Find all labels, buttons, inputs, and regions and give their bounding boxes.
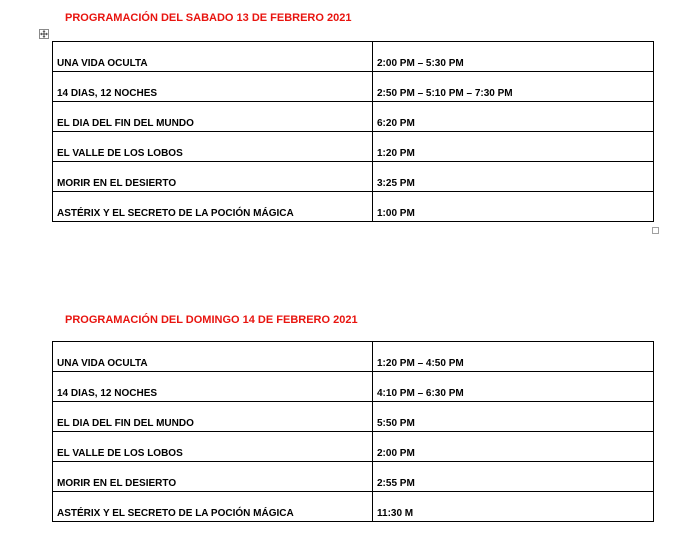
- showtimes: 4:10 PM – 6:30 PM: [377, 388, 464, 399]
- times-cell[interactable]: [373, 42, 654, 72]
- table-row: [53, 462, 654, 492]
- movie-title: EL VALLE DE LOS LOBOS: [57, 448, 183, 459]
- saturday-schedule-title: PROGRAMACIÓN DEL SABADO 13 DE FEBRERO 2021: [65, 12, 352, 24]
- movie-cell[interactable]: [53, 372, 373, 402]
- sunday-schedule-table: [52, 341, 654, 522]
- times-cell[interactable]: [373, 102, 654, 132]
- table-row: [53, 372, 654, 402]
- table-row: [53, 342, 654, 372]
- times-cell[interactable]: [373, 462, 654, 492]
- times-cell[interactable]: [373, 492, 654, 522]
- sunday-schedule-title: PROGRAMACIÓN DEL DOMINGO 14 DE FEBRERO 2021: [65, 314, 358, 326]
- table-row: [53, 162, 654, 192]
- showtimes: 1:20 PM: [377, 148, 415, 159]
- table-row: [53, 432, 654, 462]
- times-cell[interactable]: [373, 372, 654, 402]
- showtimes: 1:20 PM – 4:50 PM: [377, 358, 464, 369]
- movie-cell[interactable]: [53, 132, 373, 162]
- resize-square-icon[interactable]: [652, 227, 659, 234]
- table-row: [53, 402, 654, 432]
- table-row: [53, 42, 654, 72]
- movie-cell[interactable]: [53, 42, 373, 72]
- table-row: [53, 492, 654, 522]
- saturday-schedule-table: [52, 41, 654, 222]
- times-cell[interactable]: [373, 162, 654, 192]
- movie-cell[interactable]: [53, 102, 373, 132]
- movie-title: 14 DIAS, 12 NOCHES: [57, 388, 158, 399]
- table-row: [53, 192, 654, 222]
- showtimes: 2:00 PM – 5:30 PM: [377, 58, 464, 69]
- showtimes: 5:50 PM: [377, 418, 415, 429]
- movie-cell[interactable]: [53, 342, 373, 372]
- movie-title: EL DIA DEL FIN DEL MUNDO: [57, 418, 194, 429]
- movie-cell[interactable]: [53, 72, 373, 102]
- movie-title: EL DIA DEL FIN DEL MUNDO: [57, 118, 194, 129]
- movie-cell[interactable]: [53, 162, 373, 192]
- movie-cell[interactable]: [53, 192, 373, 222]
- showtimes: 2:55 PM: [377, 478, 415, 489]
- table-row: [53, 72, 654, 102]
- showtimes: 6:20 PM: [377, 118, 415, 129]
- times-cell[interactable]: [373, 342, 654, 372]
- table-row: [53, 132, 654, 162]
- table-row: [53, 102, 654, 132]
- movie-title: MORIR EN EL DESIERTO: [57, 178, 177, 189]
- showtimes: 11:30 M: [377, 508, 414, 519]
- showtimes: 2:50 PM – 5:10 PM – 7:30 PM: [377, 88, 513, 99]
- movie-title: EL VALLE DE LOS LOBOS: [57, 148, 183, 159]
- movie-cell[interactable]: [53, 432, 373, 462]
- times-cell[interactable]: [373, 72, 654, 102]
- movie-cell[interactable]: [53, 402, 373, 432]
- times-cell[interactable]: [373, 402, 654, 432]
- showtimes: 2:00 PM: [377, 448, 415, 459]
- movie-title: UNA VIDA OCULTA: [57, 58, 148, 69]
- movie-cell[interactable]: [53, 492, 373, 522]
- movie-cell[interactable]: [53, 462, 373, 492]
- movie-title: MORIR EN EL DESIERTO: [57, 478, 177, 489]
- times-cell[interactable]: [373, 192, 654, 222]
- movie-title: 14 DIAS, 12 NOCHES: [57, 88, 158, 99]
- movie-title: ASTÉRIX Y EL SECRETO DE LA POCIÓN MÁGICA: [57, 208, 294, 219]
- times-cell[interactable]: [373, 432, 654, 462]
- move-arrows-icon[interactable]: [39, 29, 49, 39]
- showtimes: 3:25 PM: [377, 178, 415, 189]
- movie-title: ASTÉRIX Y EL SECRETO DE LA POCIÓN MÁGICA: [57, 508, 294, 519]
- showtimes: 1:00 PM: [377, 208, 415, 219]
- movie-title: UNA VIDA OCULTA: [57, 358, 148, 369]
- times-cell[interactable]: [373, 132, 654, 162]
